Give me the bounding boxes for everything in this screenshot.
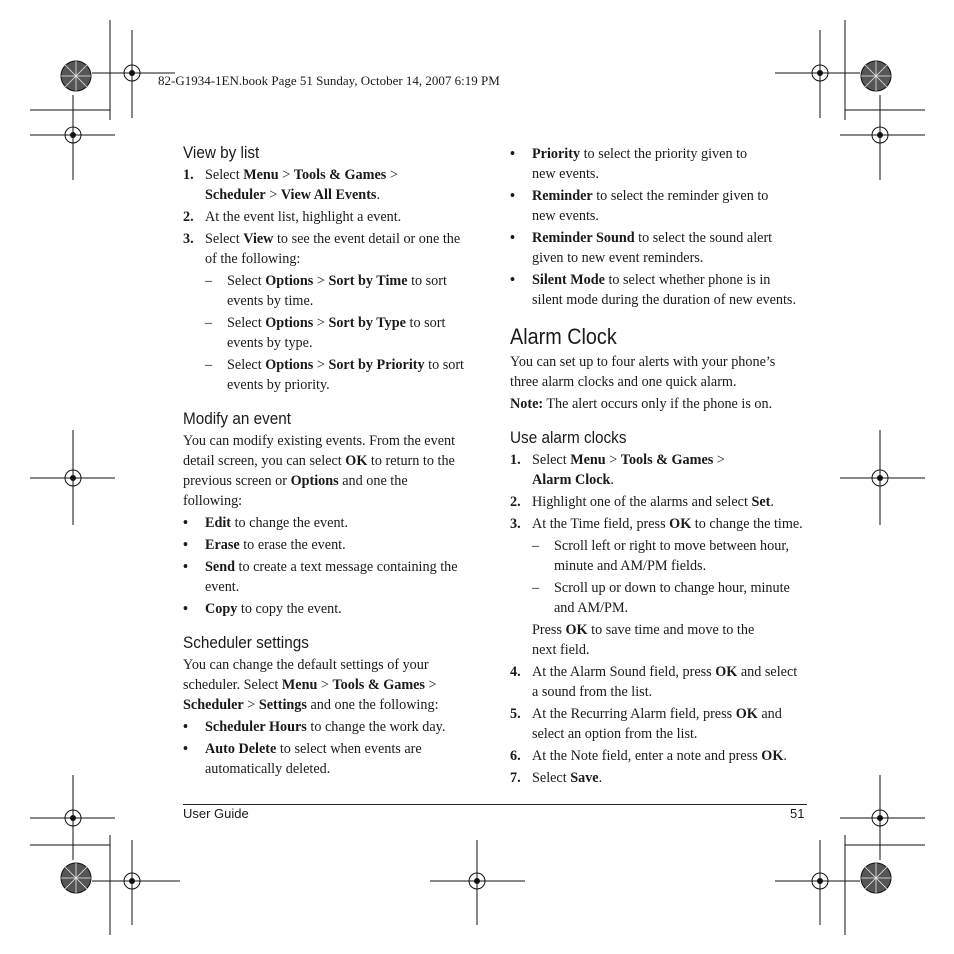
- left-column: [183, 143, 475, 779]
- bullet-copy: • Copy to copy the event.: [183, 601, 342, 617]
- modify-intro: You can modify existing events. From the event detail screen, you can select OK to return to the previous screen or Options and one the following:: [183, 433, 456, 509]
- heading-scheduler-settings: Scheduler settings: [183, 633, 309, 652]
- right-column: [510, 144, 810, 788]
- bullet-auto-delete: • Auto Delete to select when events are automatically deleted.: [183, 741, 422, 777]
- sort-by-priority-item: – Select Options > Sort by Priority to sort events by priority.: [205, 357, 464, 393]
- alarm-step-3: 3. At the Time field, press OK to change the time.: [510, 516, 803, 532]
- scroll-up-down-item: – Scroll up or down to change hour, minute and AM/PM.: [532, 580, 790, 616]
- sort-by-type-item: – Select Options > Sort by Type to sort events by type.: [205, 315, 446, 351]
- sort-by-time-item: – Select Options > Sort by Time to sort events by time.: [205, 273, 447, 309]
- heading-use-alarm-clocks: Use alarm clocks: [510, 428, 627, 447]
- footer-title: User Guide: [183, 806, 249, 821]
- alarm-step-2: 2. Highlight one of the alarms and select Set.: [510, 494, 774, 510]
- bullet-priority: • Priority to select the priority given to new events.: [510, 146, 748, 182]
- heading-modify-event: Modify an event: [183, 409, 292, 428]
- alarm-step-4: 4. At the Alarm Sound field, press OK and select a sound from the list.: [510, 664, 798, 700]
- step-2: 2. At the event list, highlight a event.: [183, 209, 402, 225]
- scheduler-intro: You can change the default settings of your scheduler. Select Menu > Tools & Games > Scheduler > Settings and one the following:: [183, 657, 439, 713]
- alarm-intro: You can set up to four alerts with your phone’s three alarm clocks and one quick alarm.: [510, 354, 776, 390]
- alarm-step-7: 7. Select Save.: [510, 770, 603, 786]
- step-3: 3. Select View to see the event detail or one the of the following:: [183, 231, 461, 267]
- alarm-step-5: 5. At the Recurring Alarm field, press OK and select an option from the list.: [510, 706, 782, 742]
- alarm-note: Note: The alert occurs only if the phone is on.: [510, 396, 773, 412]
- alarm-step-1: 1. Select Menu > Tools & Games > Alarm Clock.: [510, 452, 725, 488]
- bullet-reminder-sound: • Reminder Sound to select the sound alert given to new event reminders.: [510, 230, 773, 266]
- bullet-silent-mode: • Silent Mode to select whether phone is in silent mode during the duration of new events.: [510, 272, 796, 308]
- bullet-edit: • Edit to change the event.: [183, 515, 349, 531]
- alarm-step-6: 6. At the Note field, enter a note and press OK.: [510, 748, 787, 764]
- scroll-left-right-item: – Scroll left or right to move between hour, minute and AM/PM fields.: [532, 538, 790, 574]
- bullet-reminder: • Reminder to select the reminder given to new events.: [510, 188, 769, 224]
- footer-divider: [183, 804, 807, 805]
- bullet-send: • Send to create a text message containing the event.: [183, 559, 458, 595]
- book-header: 82-G1934-1EN.book Page 51 Sunday, October 14, 2007 6:19 PM: [158, 73, 500, 88]
- page-number: 51: [790, 806, 805, 821]
- bullet-scheduler-hours: • Scheduler Hours to change the work day.: [183, 719, 446, 735]
- heading-view-by-list: View by list: [183, 143, 260, 162]
- heading-alarm-clock: Alarm Clock: [510, 324, 617, 349]
- step-1: 1. Select Menu > Tools & Games > Scheduler > View All Events.: [183, 167, 398, 203]
- press-ok-note: Press OK to save time and move to the next field.: [532, 622, 755, 658]
- bullet-erase: • Erase to erase the event.: [183, 537, 346, 553]
